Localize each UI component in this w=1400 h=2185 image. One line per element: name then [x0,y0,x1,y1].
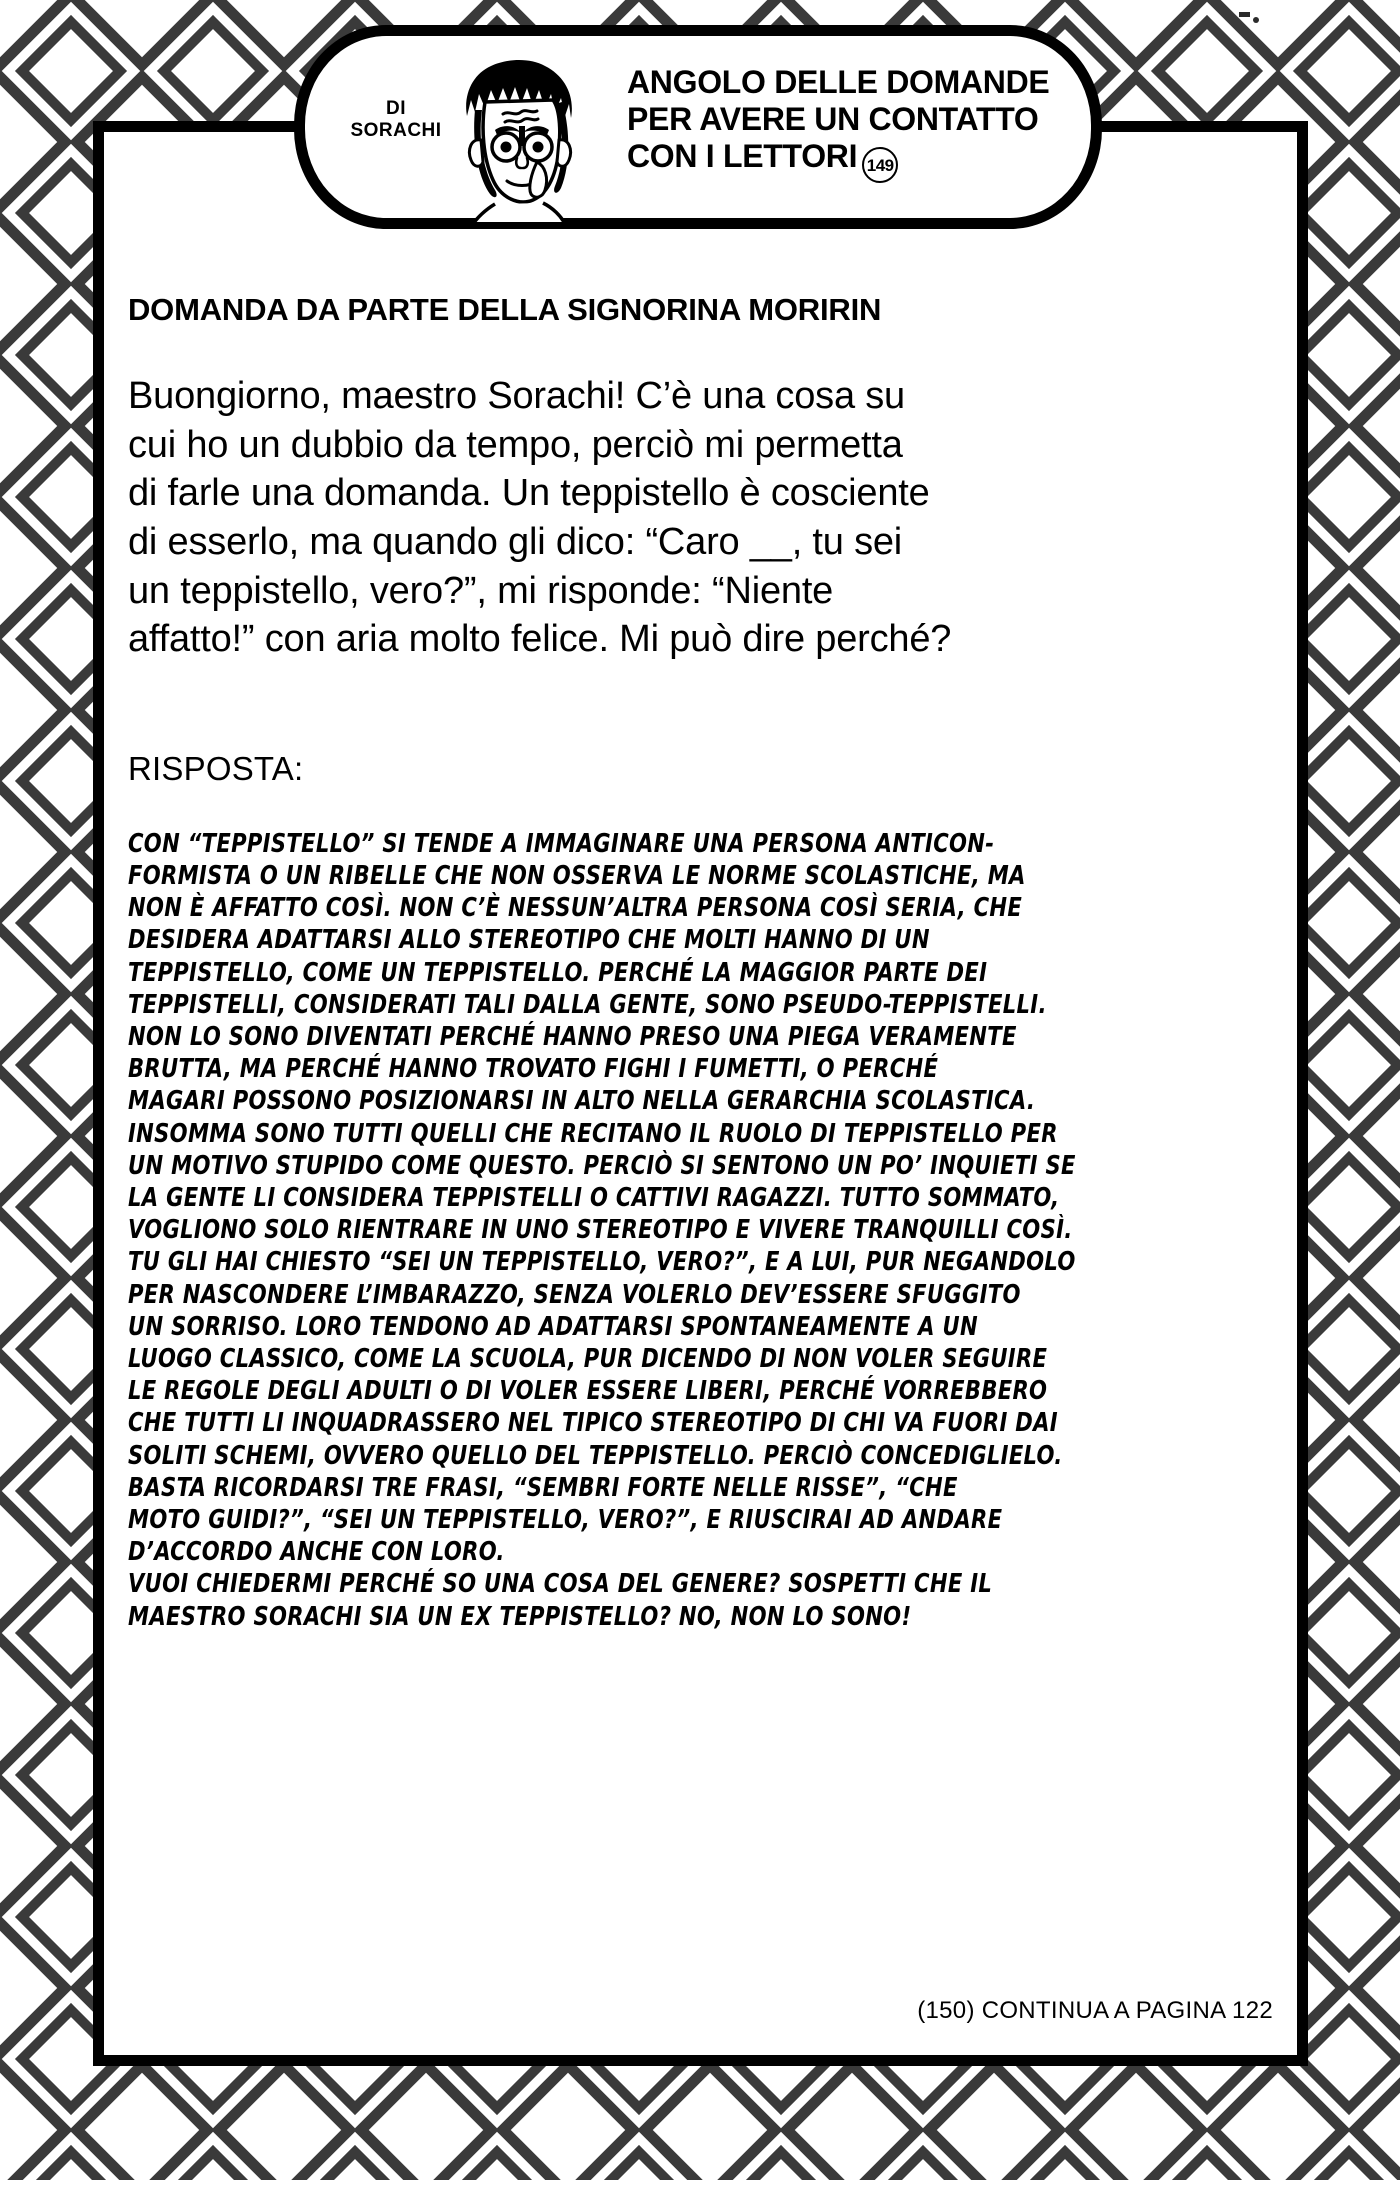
question-line: un teppistello, vero?”, mi risponde: “Niente [128,569,834,612]
content-panel [93,121,1308,2066]
panel-content [128,292,1273,2039]
question-body [128,372,1273,664]
answer-line: TU GLI HAI CHIESTO “SEI UN TEPPISTELLO, VERO?”, E A LUI, PUR NEGANDOLO [128,1247,1076,1278]
answer-line: D’ACCORDO ANCHE CON LORO. [128,1537,505,1568]
header-capsule [294,25,1102,229]
answer-line: NON LO SONO DIVENTATI PERCHÉ HANNO PRESO UNA PIEGA VERAMENTE [128,1021,1017,1052]
answer-line: BRUTTA, MA PERCHÉ HANNO TROVATO FIGHI I FUMETTI, O PERCHÉ [128,1054,939,1085]
question-line: affatto!” con aria molto felice. Mi può dire perché? [128,618,952,661]
header-title-line: PER AVERE UN CONTATTO [627,100,1039,137]
question-heading: DOMANDA DA PARTE DELLA SIGNORINA MORIRIN [128,292,882,327]
header-title-line: ANGOLO DELLE DOMANDE [627,64,1050,100]
answer-line: MAGARI POSSONO POSIZIONARSI IN ALTO NELLA GERARCHIA SCOLASTICA. [128,1086,1036,1117]
question-line: Buongiorno, maestro Sorachi! C’è una cosa su [128,375,905,417]
answer-line: DESIDERA ADATTARSI ALLO STEREOTIPO CHE MOLTI HANNO DI UN [128,925,930,956]
author-credit-name: SORACHI [350,119,442,141]
answer-line: UN SORRISO. LORO TENDONO AD ADATTARSI SPONTANEAMENTE A UN [128,1311,978,1342]
answer-line: VOGLIONO SOLO RIENTRARE IN UNO STEREOTIPO E VIVERE TRANQUILLI COSÌ. [128,1215,1073,1246]
answer-line: MAESTRO SORACHI SIA UN EX TEPPISTELLO? NO, NON LO SONO! [128,1601,912,1632]
answer-line: BASTA RICORDARSI TRE FRASI, “SEMBRI FORTE NELLE RISSE”, “CHE [128,1472,958,1503]
answer-line: CON “TEPPISTELLO” SI TENDE A IMMAGINARE UNA PERSONA ANTICON- [128,828,995,859]
header-title [627,64,1087,183]
answer-label: RISPOSTA: [128,749,304,787]
answer-body [128,828,1181,1633]
answer-line: MOTO GUIDI?”, “SEI UN TEPPISTELLO, VERO?”, E RIUSCIRAI AD ANDARE [128,1505,1003,1536]
answer-line: NON È AFFATTO COSÌ. NON C’È NESSUN’ALTRA PERSONA COSÌ SERIA, CHE [128,893,1023,924]
answer-line: LA GENTE LI CONSIDERA TEPPISTELLI O CATTIVI RAGAZZI. TUTTO SOMMATO, [128,1182,1060,1213]
header-title-line: CON I LETTORI 149 [627,138,1087,184]
corner-number-badge: 149 [862,147,898,183]
answer-line: PER NASCONDERE L’IMBARAZZO, SENZA VOLERLO DEV’ESSERE SFUGGITO [128,1279,1021,1310]
author-credit-di: DI [386,98,406,119]
answer-line: INSOMMA SONO TUTTI QUELLI CHE RECITANO IL RUOLO DI TEPPISTELLO PER [128,1118,1058,1149]
answer-line: LE REGOLE DEGLI ADULTI O DI VOLER ESSERE LIBERI, PERCHÉ VORREBBERO [128,1376,1048,1407]
answer-line: UN MOTIVO STUPIDO COME QUESTO. PERCIÒ SI SENTONO UN PO’ INQUIETI SE [128,1150,1076,1181]
answer-line: LUOGO CLASSICO, COME LA SCUOLA, PUR DICENDO DI NON VOLER SEGUIRE [128,1344,1048,1374]
answer-line: VUOI CHIEDERMI PERCHÉ SO UNA COSA DEL GENERE? SOSPETTI CHE IL [128,1569,993,1600]
answer-line: SOLITI SCHEMI, OVVERO QUELLO DEL TEPPISTELLO. PERCIÒ CONCEDIGLIELO. [128,1440,1063,1471]
print-speck [1239,12,1250,17]
continuation-note: (150) CONTINUA A PAGINA 122 [917,1997,1273,2024]
question-line: di farle una domanda. Un teppistello è cosciente [128,472,930,515]
answer-line: FORMISTA O UN RIBELLE CHE NON OSSERVA LE NORME SCOLASTICHE, MA [128,860,1026,891]
answer-line: TEPPISTELLO, COME UN TEPPISTELLO. PERCHÉ LA MAGGIOR PARTE DEI [128,957,988,988]
print-speck-dot [1253,17,1259,23]
sorachi-gorilla-face-icon [433,54,603,222]
question-line: cui ho un dubbio da tempo, perciò mi permetta [128,423,903,466]
question-line: di esserlo, ma quando gli dico: “Caro __, tu sei [128,520,903,563]
answer-line: TEPPISTELLI, CONSIDERATI TALI DALLA GENTE, SONO PSEUDO-TEPPISTELLI. [128,989,1047,1020]
answer-line: CHE TUTTI LI INQUADRASSERO NEL TIPICO STEREOTIPO DI CHI VA FUORI DAI [128,1408,1058,1439]
